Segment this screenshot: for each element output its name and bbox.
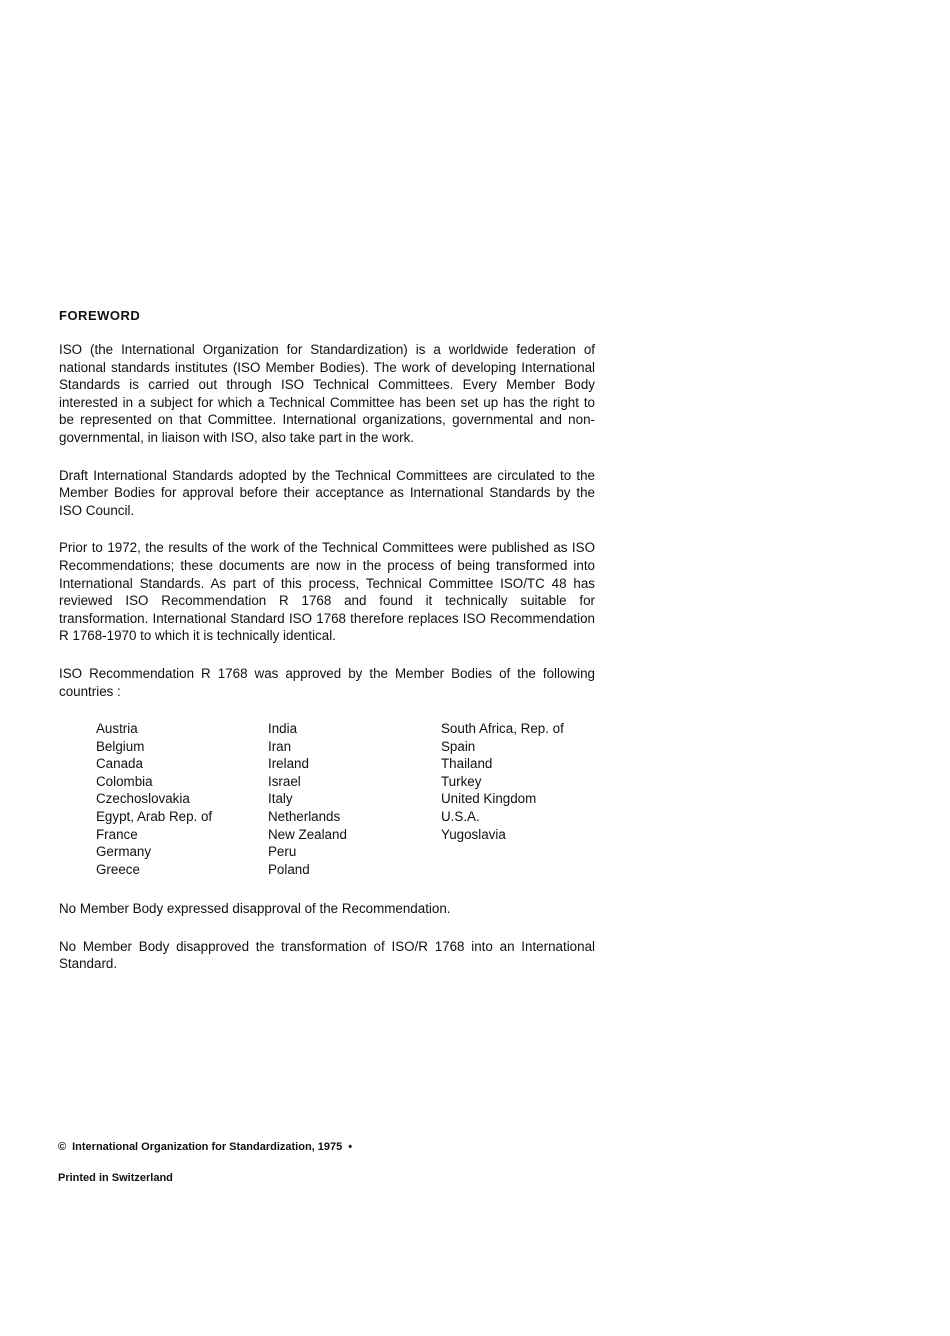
country-item: Israel [268, 773, 301, 789]
country-item: Poland [268, 861, 310, 877]
paragraph-iso-intro: ISO (the International Organization for Standardization) is a worldwide federation of national standards institutes (ISO Member Bodies). The work of developing International Standards is carried out through ISO Technical Committees. Every Member Body interested in a subject for which a Technical Committee has been set up has the right to be represented on that Committee. International organizations, governmental and non-governmental, in liaison with ISO, also take part in the work. [59, 342, 595, 445]
country-item: Spain [441, 738, 476, 754]
country-item: Canada [96, 756, 143, 772]
country-item: Peru [268, 844, 297, 860]
country-list [59, 720, 595, 880]
country-item: Yugoslavia [441, 826, 506, 842]
paragraph-draft-standards: Draft International Standards adopted by the Technical Committees are circulated to the Member Bodies for approval before their acceptance as International Standards by the ISO Council. [59, 467, 595, 518]
country-item: Greece [96, 861, 140, 877]
country-item: Ireland [268, 756, 309, 772]
printed-in-line: Printed in Switzerland [58, 1172, 173, 1184]
paragraph-transformation: No Member Body disapproved the transformation of ISO/R 1768 into an International Standard. [59, 938, 595, 972]
country-item: U.S.A. [441, 809, 480, 825]
country-item: Colombia [96, 773, 153, 789]
country-item: Belgium [96, 738, 145, 754]
country-column-3 [441, 720, 564, 843]
bullet-icon: • [348, 1141, 353, 1153]
country-column-1 [96, 720, 212, 878]
country-item: India [268, 721, 298, 737]
paragraph-no-disapproval: No Member Body expressed disapproval of the Recommendation. [59, 901, 451, 917]
paragraph-history: Prior to 1972, the results of the work of the Technical Committees were published as ISO Recommendations; these documents are now in the process of being transformed into International Standards. As part of this process, Technical Committee ISO/TC 48 has reviewed ISO Recommendation R 1768 and found it technically suitable for transformation. International Standard ISO 1768 therefore replaces ISO Recommendation R 1768-1970 to which it is technically identical. [59, 540, 595, 644]
country-item: United Kingdom [441, 791, 537, 807]
country-item: Thailand [441, 756, 493, 772]
copyright-text: International Organization for Standardization, 1975 [72, 1141, 343, 1153]
copyright-icon: © [58, 1141, 67, 1153]
country-item: New Zealand [268, 826, 347, 842]
country-item: Turkey [441, 773, 482, 789]
country-item: France [96, 826, 138, 842]
paragraph-approval: ISO Recommendation R 1768 was approved by the Member Bodies of the following countries : [59, 665, 595, 699]
foreword-section [59, 308, 595, 993]
country-item: Germany [96, 844, 152, 860]
country-column-2 [268, 720, 347, 878]
country-item: Netherlands [268, 809, 341, 825]
country-item: Austria [96, 721, 138, 737]
country-item: Iran [268, 738, 292, 754]
country-item: Czechoslovakia [96, 791, 190, 807]
country-item: Egypt, Arab Rep. of [96, 809, 213, 825]
foreword-heading: FOREWORD [59, 308, 141, 323]
country-item: South Africa, Rep. of [441, 721, 564, 737]
copyright-line [58, 1141, 352, 1153]
country-item: Italy [268, 791, 293, 807]
